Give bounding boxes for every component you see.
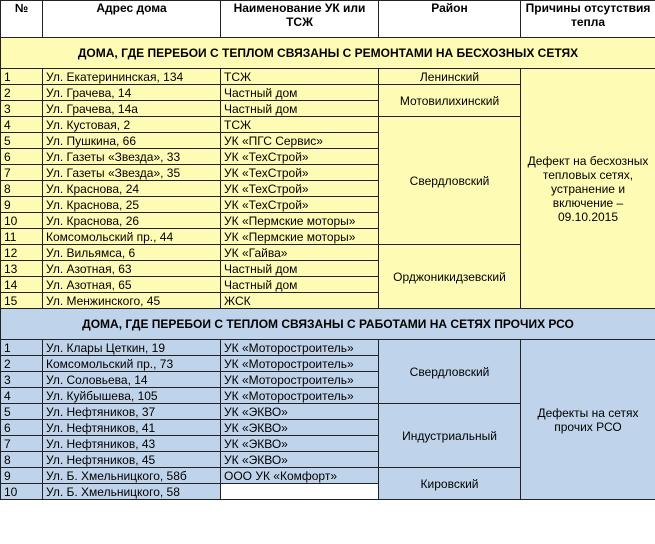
row-address: Ул. Нефтяников, 37 (43, 404, 221, 420)
reason-cell: Дефекты на сетях прочих РСО (521, 340, 655, 500)
row-num: 10 (1, 213, 43, 229)
row-org: УК «Моторостроитель» (221, 388, 379, 404)
table-row (1, 340, 655, 356)
row-org: ООО УК «Комфорт» (221, 468, 379, 484)
header-row (1, 1, 655, 38)
row-address: Ул. Грачева, 14а (43, 101, 221, 117)
district-cell: Мотовилихинский (379, 85, 521, 117)
row-num: 7 (1, 165, 43, 181)
row-num: 13 (1, 261, 43, 277)
section-2-title: ДОМА, ГДЕ ПЕРЕБОИ С ТЕПЛОМ СВЯЗАНЫ С РАБОТАМИ НА СЕТЯХ ПРОЧИХ РСО (1, 309, 655, 340)
row-org: УК «Моторостроитель» (221, 356, 379, 372)
row-num: 1 (1, 69, 43, 85)
row-num: 1 (1, 340, 43, 356)
row-address: Ул. Азотная, 65 (43, 277, 221, 293)
district-cell: Свердловский (379, 340, 521, 404)
row-org: УК «Моторостроитель» (221, 340, 379, 356)
district-cell: Индустриальный (379, 404, 521, 468)
row-address: Ул. Грачева, 14 (43, 85, 221, 101)
reason-cell: Дефект на бесхозных тепловых сетях, устранение и включение – 09.10.2015 (521, 69, 655, 309)
row-org: Частный дом (221, 277, 379, 293)
row-num: 10 (1, 484, 43, 500)
row-address: Ул. Пушкина, 66 (43, 133, 221, 149)
row-address: Ул. Куйбышева, 105 (43, 388, 221, 404)
row-address: Ул. Нефтяников, 45 (43, 452, 221, 468)
row-address: Ул. Нефтяников, 43 (43, 436, 221, 452)
row-num: 9 (1, 197, 43, 213)
district-cell: Свердловский (379, 117, 521, 245)
row-address: Ул. Екатерининская, 134 (43, 69, 221, 85)
row-address: Ул. Газеты «Звезда», 33 (43, 149, 221, 165)
row-address: Ул. Б. Хмельницкого, 58 (43, 484, 221, 500)
row-num: 4 (1, 117, 43, 133)
row-num: 8 (1, 452, 43, 468)
row-org: УК «Гайва» (221, 245, 379, 261)
row-org: Частный дом (221, 85, 379, 101)
row-org (221, 484, 379, 500)
row-num: 6 (1, 420, 43, 436)
row-org: УК «ПГС Сервис» (221, 133, 379, 149)
row-address: Ул. Газеты «Звезда», 35 (43, 165, 221, 181)
header-org: Наименование УК или ТСЖ (221, 1, 379, 38)
row-address: Ул. Краснова, 25 (43, 197, 221, 213)
row-org: УК «ЭКВО» (221, 404, 379, 420)
row-address: Ул. Краснова, 26 (43, 213, 221, 229)
row-org: УК «Моторостроитель» (221, 372, 379, 388)
row-org: УК «Пермские моторы» (221, 213, 379, 229)
header-district: Район (379, 1, 521, 38)
row-num: 2 (1, 85, 43, 101)
row-org: ТСЖ (221, 117, 379, 133)
district-cell: Кировский (379, 468, 521, 500)
row-num: 12 (1, 245, 43, 261)
row-org: УК «ТехСтрой» (221, 165, 379, 181)
row-num: 2 (1, 356, 43, 372)
header-num: № (1, 1, 43, 38)
row-num: 4 (1, 388, 43, 404)
row-org: ТСЖ (221, 69, 379, 85)
row-num: 5 (1, 133, 43, 149)
row-address: Ул. Азотная, 63 (43, 261, 221, 277)
row-num: 14 (1, 277, 43, 293)
district-cell: Орджоникидзевский (379, 245, 521, 309)
row-address: Ул. Нефтяников, 41 (43, 420, 221, 436)
row-address: Ул. Краснова, 24 (43, 181, 221, 197)
row-org: УК «ТехСтрой» (221, 181, 379, 197)
row-org: УК «ТехСтрой» (221, 197, 379, 213)
row-num: 5 (1, 404, 43, 420)
row-num: 7 (1, 436, 43, 452)
row-num: 11 (1, 229, 43, 245)
row-org: УК «Пермские моторы» (221, 229, 379, 245)
row-num: 8 (1, 181, 43, 197)
row-address: Ул. Вильямса, 6 (43, 245, 221, 261)
row-org: ЖСК (221, 293, 379, 309)
row-num: 3 (1, 101, 43, 117)
row-org: УК «ТехСтрой» (221, 149, 379, 165)
row-num: 3 (1, 372, 43, 388)
section-2-title-row (1, 309, 655, 340)
row-address: Ул. Кустовая, 2 (43, 117, 221, 133)
row-org: УК «ЭКВО» (221, 452, 379, 468)
row-org: Частный дом (221, 261, 379, 277)
header-address: Адрес дома (43, 1, 221, 38)
table-row (1, 69, 655, 85)
row-org: Частный дом (221, 101, 379, 117)
row-address: Ул. Соловьева, 14 (43, 372, 221, 388)
row-address: Комсомольский пр., 44 (43, 229, 221, 245)
row-num: 6 (1, 149, 43, 165)
row-address: Ул. Менжинского, 45 (43, 293, 221, 309)
row-address: Комсомольский пр., 73 (43, 356, 221, 372)
section-1-title-row (1, 38, 655, 69)
row-num: 9 (1, 468, 43, 484)
row-address: Ул. Клары Цеткин, 19 (43, 340, 221, 356)
row-org: УК «ЭКВО» (221, 436, 379, 452)
header-reason: Причины отсутствия тепла (521, 1, 655, 38)
row-org: УК «ЭКВО» (221, 420, 379, 436)
row-address: Ул. Б. Хмельницкого, 58б (43, 468, 221, 484)
district-cell: Ленинский (379, 69, 521, 85)
row-num: 15 (1, 293, 43, 309)
section-1-title: ДОМА, ГДЕ ПЕРЕБОИ С ТЕПЛОМ СВЯЗАНЫ С РЕМОНТАМИ НА БЕСХОЗНЫХ СЕТЯХ (1, 38, 655, 69)
